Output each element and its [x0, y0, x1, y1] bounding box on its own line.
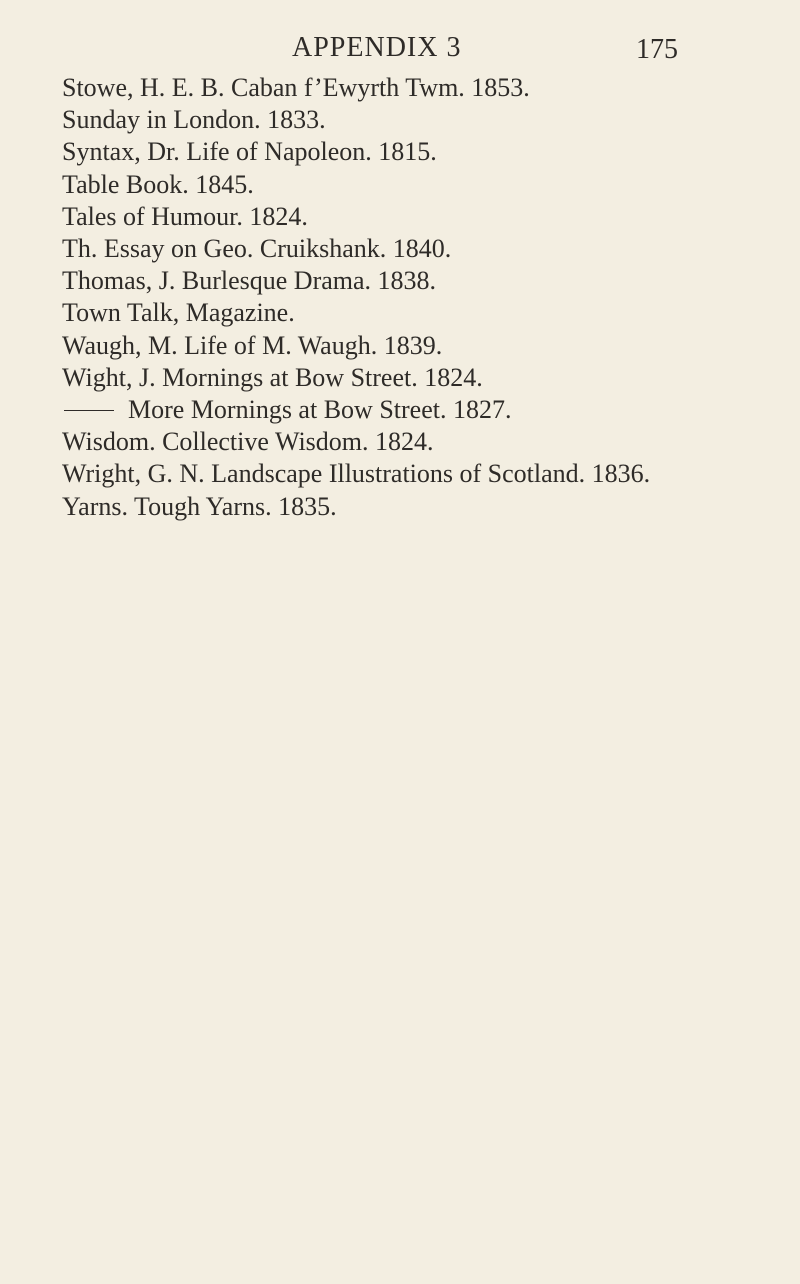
running-head	[0, 28, 800, 68]
header-title: APPENDIX 3	[292, 32, 462, 63]
bibliography-entry: Stowe, H. E. B. Caban f’Ewyrth Twm. 1853.	[62, 73, 530, 102]
bibliography-entry: Syntax, Dr. Life of Napoleon. 1815.	[62, 137, 437, 167]
bibliography-entry: Waugh, M. Life of M. Waugh. 1839.	[62, 330, 443, 360]
bibliography-entry: Tales of Humour. 1824.	[62, 201, 308, 231]
bibliography-entry: Thomas, J. Burlesque Drama. 1838.	[62, 266, 437, 296]
bibliography-entry: Sunday in London. 1833.	[62, 105, 326, 135]
bibliography-entry: Wright, G. N. Landscape Illustrations of Scotland. 1836.	[62, 459, 651, 489]
bibliography-entry: Yarns. Tough Yarns. 1835.	[62, 491, 337, 521]
bibliography-entry-ditto: More Mornings at Bow Street. 1827.	[62, 394, 792, 426]
bibliography-list	[62, 72, 792, 523]
bibliography-entry: Th. Essay on Geo. Cruikshank. 1840.	[62, 234, 452, 264]
bibliography-entry: Town Talk, Magazine.	[62, 298, 295, 328]
bibliography-entry: Wight, J. Mornings at Bow Street. 1824.	[62, 362, 483, 392]
bibliography-entry: Wisdom. Collective Wisdom. 1824.	[62, 427, 434, 457]
bibliography-entry: Table Book. 1845.	[62, 169, 254, 199]
page-number: 175	[636, 34, 678, 65]
